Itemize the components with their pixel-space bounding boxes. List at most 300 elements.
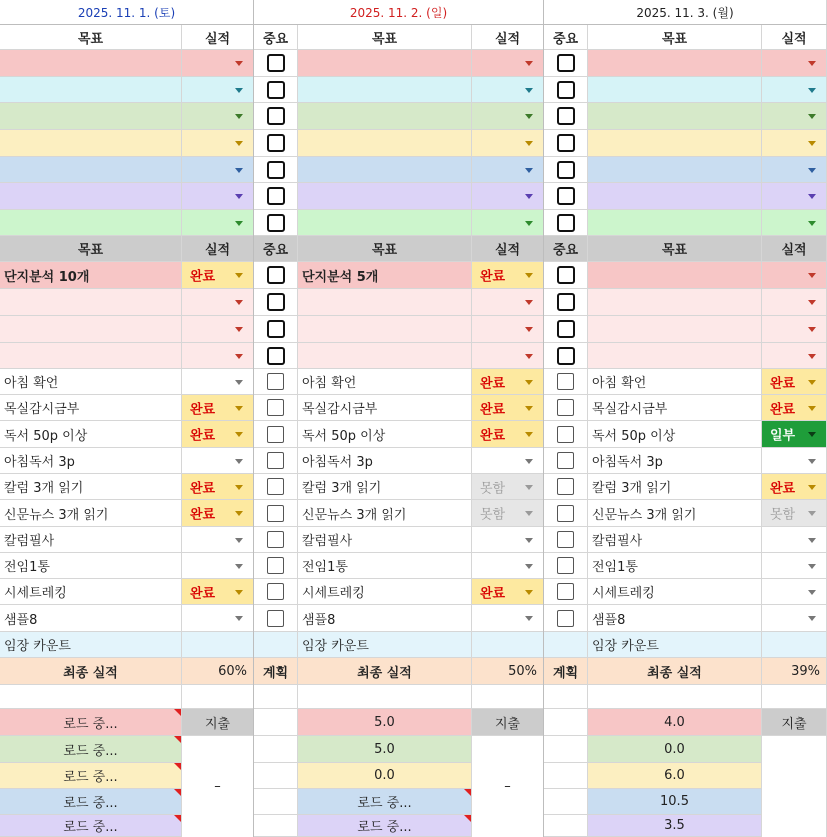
important-cell[interactable] [544, 157, 588, 183]
top-result-dropdown[interactable] [762, 77, 827, 103]
routine-goal-cell[interactable]: 시세트레킹 [0, 579, 182, 605]
dropdown-arrow-icon[interactable] [525, 141, 533, 146]
result-header: 실적 [472, 25, 544, 50]
checkbox[interactable] [267, 214, 285, 232]
important-cell[interactable] [254, 553, 298, 579]
top-goal-cell[interactable] [0, 183, 182, 210]
top-result-dropdown[interactable] [182, 77, 254, 103]
routine-result-dropdown[interactable] [472, 448, 544, 474]
checkbox[interactable] [557, 107, 575, 125]
checkbox[interactable] [267, 107, 285, 125]
routine-result-dropdown[interactable] [182, 474, 254, 500]
important-cell[interactable] [544, 50, 588, 77]
top-result-dropdown[interactable] [762, 183, 827, 210]
top-result-dropdown[interactable] [182, 157, 254, 183]
dropdown-arrow-icon[interactable] [808, 88, 816, 93]
top-goal-cell[interactable] [588, 77, 762, 103]
top-goal-cell[interactable] [298, 77, 472, 103]
routine-result-dropdown[interactable] [182, 553, 254, 579]
dropdown-arrow-icon[interactable] [808, 114, 816, 119]
dropdown-arrow-icon[interactable] [235, 327, 243, 332]
routine-result-dropdown[interactable] [762, 500, 827, 527]
checkbox[interactable] [557, 583, 574, 600]
checkbox[interactable] [557, 452, 574, 469]
dropdown-arrow-icon[interactable] [525, 168, 533, 173]
dropdown-arrow-icon[interactable] [235, 590, 243, 595]
important-cell[interactable] [254, 210, 298, 236]
status-label: 일부 [770, 428, 796, 444]
routine-result-dropdown[interactable] [182, 500, 254, 527]
routine-goal-cell[interactable]: 전임1통 [588, 553, 762, 579]
important-cell[interactable] [254, 316, 298, 343]
important-cell[interactable] [544, 183, 588, 210]
bottom-left-cell [544, 815, 588, 837]
bottom-value-cell: 6.0 [588, 763, 762, 789]
day-separator [543, 0, 544, 837]
mid-goal-cell[interactable]: 단지분석 10개 [0, 262, 182, 289]
checkbox[interactable] [557, 134, 575, 152]
important-cell[interactable] [544, 262, 588, 289]
dropdown-arrow-icon[interactable] [235, 459, 243, 464]
routine-goal-cell[interactable]: 아침독서 3p [588, 448, 762, 474]
expense-value: – [472, 736, 544, 837]
routine-goal-cell[interactable]: 샘플8 [0, 605, 182, 632]
top-result-dropdown[interactable] [472, 50, 544, 77]
routine-goal-cell[interactable]: 신문뉴스 3개 읽기 [0, 500, 182, 527]
routine-goal-cell[interactable]: 시세트레킹 [298, 579, 472, 605]
dropdown-arrow-icon[interactable] [235, 616, 243, 621]
mid-result-dropdown[interactable] [182, 316, 254, 343]
top-result-dropdown[interactable] [762, 210, 827, 236]
routine-result-dropdown[interactable] [472, 605, 544, 632]
dropdown-arrow-icon[interactable] [808, 590, 816, 595]
dropdown-arrow-icon[interactable] [235, 406, 243, 411]
important-cell[interactable] [544, 553, 588, 579]
dropdown-arrow-icon[interactable] [808, 511, 816, 516]
dropdown-arrow-icon[interactable] [525, 511, 533, 516]
checkbox[interactable] [557, 54, 575, 72]
dropdown-arrow-icon[interactable] [525, 616, 533, 621]
dropdown-arrow-icon[interactable] [525, 564, 533, 569]
routine-result-dropdown[interactable] [472, 395, 544, 421]
dropdown-arrow-icon[interactable] [808, 300, 816, 305]
dropdown-arrow-icon[interactable] [235, 88, 243, 93]
day-separator [253, 0, 254, 837]
top-result-dropdown[interactable] [762, 157, 827, 183]
mid-goal-cell[interactable] [0, 316, 182, 343]
mid-result-dropdown[interactable] [472, 262, 544, 289]
routine-goal-cell[interactable]: 칼럼필사 [0, 527, 182, 553]
top-goal-cell[interactable] [298, 183, 472, 210]
dropdown-arrow-icon[interactable] [808, 327, 816, 332]
routine-result-dropdown[interactable] [472, 421, 544, 448]
checkbox[interactable] [267, 505, 284, 522]
routine-goal-cell[interactable]: 전임1통 [0, 553, 182, 579]
result-header: 실적 [472, 236, 544, 262]
dropdown-arrow-icon[interactable] [808, 616, 816, 621]
dropdown-arrow-icon[interactable] [525, 273, 533, 278]
checkbox[interactable] [267, 187, 285, 205]
bottom-left-cell [254, 763, 298, 789]
mid-result-dropdown[interactable] [762, 316, 827, 343]
dropdown-arrow-icon[interactable] [525, 88, 533, 93]
dropdown-arrow-icon[interactable] [808, 485, 816, 490]
bottom-left-cell [254, 789, 298, 815]
status-label: 완료 [190, 269, 216, 285]
mid-result-dropdown[interactable] [762, 343, 827, 369]
routine-result-dropdown[interactable] [182, 369, 254, 395]
routine-result-dropdown[interactable] [762, 553, 827, 579]
top-result-dropdown[interactable] [762, 130, 827, 157]
dropdown-arrow-icon[interactable] [525, 327, 533, 332]
top-goal-cell[interactable] [298, 50, 472, 77]
bottom-value-cell: 로드 중... [0, 789, 182, 815]
routine-goal-cell[interactable]: 칼럼필사 [298, 527, 472, 553]
checkbox[interactable] [557, 81, 575, 99]
dropdown-arrow-icon[interactable] [525, 590, 533, 595]
checkbox[interactable] [267, 557, 284, 574]
important-cell[interactable] [254, 421, 298, 448]
routine-goal-cell[interactable]: 아침 확언 [0, 369, 182, 395]
checkbox[interactable] [557, 266, 575, 284]
routine-result-dropdown[interactable] [472, 369, 544, 395]
top-goal-cell[interactable] [0, 130, 182, 157]
routine-goal-cell[interactable]: 신문뉴스 3개 읽기 [298, 500, 472, 527]
important-cell[interactable] [254, 262, 298, 289]
routine-goal-cell[interactable]: 칼럼 3개 읽기 [298, 474, 472, 500]
checkbox[interactable] [267, 583, 284, 600]
checkbox[interactable] [557, 399, 574, 416]
top-result-dropdown[interactable] [182, 130, 254, 157]
important-header: 중요 [254, 25, 298, 50]
routine-result-dropdown[interactable] [472, 553, 544, 579]
dropdown-arrow-icon[interactable] [808, 459, 816, 464]
mid-goal-cell[interactable] [298, 343, 472, 369]
mid-result-dropdown[interactable] [472, 289, 544, 316]
comment-marker-icon [464, 815, 471, 822]
important-cell[interactable] [254, 527, 298, 553]
dropdown-arrow-icon[interactable] [235, 141, 243, 146]
dropdown-arrow-icon[interactable] [525, 459, 533, 464]
blank-cell [472, 685, 544, 709]
routine-result-dropdown[interactable] [182, 395, 254, 421]
dropdown-arrow-icon[interactable] [525, 432, 533, 437]
dropdown-arrow-icon[interactable] [235, 511, 243, 516]
checkbox[interactable] [557, 293, 575, 311]
blank-cell [298, 685, 472, 709]
checkbox[interactable] [267, 478, 284, 495]
checkbox[interactable] [557, 373, 574, 390]
bottom-left-cell [544, 789, 588, 815]
top-goal-cell[interactable] [588, 103, 762, 130]
important-cell[interactable] [254, 157, 298, 183]
routine-goal-cell[interactable]: 독서 50p 이상 [298, 421, 472, 448]
dropdown-arrow-icon[interactable] [235, 432, 243, 437]
important-cell[interactable] [544, 369, 588, 395]
routine-goal-cell[interactable]: 아침독서 3p [298, 448, 472, 474]
routine-goal-cell[interactable]: 샘플8 [298, 605, 472, 632]
dropdown-arrow-icon[interactable] [808, 354, 816, 359]
top-goal-cell[interactable] [588, 183, 762, 210]
routine-goal-cell[interactable]: 시세트레킹 [588, 579, 762, 605]
routine-result-dropdown[interactable] [762, 527, 827, 553]
routine-goal-cell[interactable]: 칼럼 3개 읽기 [0, 474, 182, 500]
top-result-dropdown[interactable] [182, 103, 254, 130]
important-cell[interactable] [254, 50, 298, 77]
dropdown-arrow-icon[interactable] [525, 354, 533, 359]
important-cell[interactable] [254, 579, 298, 605]
routine-result-dropdown[interactable] [182, 421, 254, 448]
checkbox[interactable] [557, 161, 575, 179]
routine-goal-cell[interactable]: 아침독서 3p [0, 448, 182, 474]
checkbox[interactable] [267, 54, 285, 72]
dropdown-arrow-icon[interactable] [525, 194, 533, 199]
dropdown-arrow-icon[interactable] [235, 61, 243, 66]
top-result-dropdown[interactable] [182, 50, 254, 77]
checkbox[interactable] [267, 81, 285, 99]
top-goal-cell[interactable] [0, 103, 182, 130]
routine-goal-cell[interactable]: 전임1통 [298, 553, 472, 579]
goal-header: 목표 [0, 25, 182, 50]
routine-result-dropdown[interactable] [762, 369, 827, 395]
top-result-dropdown[interactable] [472, 157, 544, 183]
important-cell[interactable] [544, 579, 588, 605]
important-cell[interactable] [544, 500, 588, 527]
important-cell[interactable] [254, 183, 298, 210]
top-goal-cell[interactable] [0, 210, 182, 236]
dropdown-arrow-icon[interactable] [808, 61, 816, 66]
mid-result-dropdown[interactable] [472, 316, 544, 343]
top-result-dropdown[interactable] [762, 50, 827, 77]
routine-result-dropdown[interactable] [762, 605, 827, 632]
top-goal-cell[interactable] [588, 50, 762, 77]
checkbox[interactable] [267, 452, 284, 469]
important-cell[interactable] [254, 605, 298, 632]
top-goal-cell[interactable] [298, 210, 472, 236]
routine-goal-cell[interactable]: 독서 50p 이상 [0, 421, 182, 448]
mid-result-dropdown[interactable] [182, 343, 254, 369]
dropdown-arrow-icon[interactable] [235, 564, 243, 569]
routine-result-dropdown[interactable] [182, 527, 254, 553]
checkbox[interactable] [557, 610, 574, 627]
dropdown-arrow-icon[interactable] [235, 354, 243, 359]
dropdown-arrow-icon[interactable] [235, 485, 243, 490]
important-cell[interactable] [254, 395, 298, 421]
important-cell[interactable] [544, 448, 588, 474]
routine-result-dropdown[interactable] [472, 579, 544, 605]
routine-result-dropdown[interactable] [762, 421, 827, 448]
dropdown-arrow-icon[interactable] [808, 221, 816, 226]
top-result-dropdown[interactable] [472, 103, 544, 130]
important-cell[interactable] [544, 130, 588, 157]
top-result-dropdown[interactable] [472, 130, 544, 157]
top-result-dropdown[interactable] [472, 77, 544, 103]
dropdown-arrow-icon[interactable] [525, 485, 533, 490]
status-label: 완료 [190, 481, 216, 496]
checkbox[interactable] [267, 426, 284, 443]
checkbox[interactable] [557, 187, 575, 205]
checkbox[interactable] [267, 320, 285, 338]
checkbox[interactable] [267, 293, 285, 311]
checkbox[interactable] [267, 347, 285, 365]
dropdown-arrow-icon[interactable] [808, 564, 816, 569]
mid-goal-cell[interactable] [298, 316, 472, 343]
important-cell[interactable] [544, 77, 588, 103]
top-goal-cell[interactable] [588, 210, 762, 236]
important-cell[interactable] [544, 605, 588, 632]
important-cell[interactable] [254, 343, 298, 369]
dropdown-arrow-icon[interactable] [235, 300, 243, 305]
dropdown-arrow-icon[interactable] [235, 273, 243, 278]
dropdown-arrow-icon[interactable] [235, 194, 243, 199]
mid-goal-cell[interactable] [588, 262, 762, 289]
routine-goal-cell[interactable]: 목실감시금부 [298, 395, 472, 421]
final-result-label: 최종 실적 [588, 658, 762, 685]
important-cell[interactable] [544, 103, 588, 130]
important-cell[interactable] [254, 369, 298, 395]
important-cell[interactable] [254, 448, 298, 474]
dropdown-arrow-icon[interactable] [808, 194, 816, 199]
checkbox[interactable] [267, 610, 284, 627]
important-cell[interactable] [544, 343, 588, 369]
dropdown-arrow-icon[interactable] [525, 221, 533, 226]
dropdown-arrow-icon[interactable] [525, 61, 533, 66]
important-cell[interactable] [544, 316, 588, 343]
checkbox[interactable] [557, 557, 574, 574]
checkbox[interactable] [267, 161, 285, 179]
mid-result-dropdown[interactable] [182, 289, 254, 316]
routine-result-dropdown[interactable] [472, 500, 544, 527]
dropdown-arrow-icon[interactable] [525, 300, 533, 305]
mid-result-dropdown[interactable] [762, 262, 827, 289]
routine-goal-cell[interactable]: 신문뉴스 3개 읽기 [588, 500, 762, 527]
routine-result-dropdown[interactable] [762, 579, 827, 605]
bottom-left-cell [254, 736, 298, 763]
checkbox[interactable] [557, 531, 574, 548]
checkbox[interactable] [557, 478, 574, 495]
mid-result-dropdown[interactable] [762, 289, 827, 316]
mid-goal-cell[interactable] [588, 289, 762, 316]
blank-cell [254, 685, 298, 709]
routine-result-dropdown[interactable] [472, 474, 544, 500]
important-header: 중요 [544, 25, 588, 50]
dropdown-arrow-icon[interactable] [235, 538, 243, 543]
dropdown-arrow-icon[interactable] [808, 406, 816, 411]
dropdown-arrow-icon[interactable] [525, 114, 533, 119]
top-goal-cell[interactable] [588, 130, 762, 157]
final-result-value: 50% [472, 658, 544, 685]
mid-goal-cell[interactable] [588, 316, 762, 343]
important-cell[interactable] [544, 289, 588, 316]
top-result-dropdown[interactable] [472, 210, 544, 236]
top-result-dropdown[interactable] [182, 210, 254, 236]
mid-goal-cell[interactable]: 단지분석 5개 [298, 262, 472, 289]
important-cell[interactable] [544, 395, 588, 421]
routine-result-dropdown[interactable] [182, 605, 254, 632]
dropdown-arrow-icon[interactable] [808, 141, 816, 146]
dropdown-arrow-icon[interactable] [235, 114, 243, 119]
mid-goal-cell[interactable] [588, 343, 762, 369]
important-cell[interactable] [254, 77, 298, 103]
routine-goal-cell[interactable]: 칼럼 3개 읽기 [588, 474, 762, 500]
top-result-dropdown[interactable] [182, 183, 254, 210]
routine-result-dropdown[interactable] [762, 448, 827, 474]
top-goal-cell[interactable] [298, 103, 472, 130]
mid-goal-cell[interactable] [0, 343, 182, 369]
mid-goal-cell[interactable] [0, 289, 182, 316]
routine-goal-cell[interactable]: 칼럼필사 [588, 527, 762, 553]
top-result-dropdown[interactable] [472, 183, 544, 210]
dropdown-arrow-icon[interactable] [235, 380, 243, 385]
dropdown-arrow-icon[interactable] [808, 432, 816, 437]
dropdown-arrow-icon[interactable] [808, 380, 816, 385]
checkbox[interactable] [267, 531, 284, 548]
dropdown-arrow-icon[interactable] [525, 538, 533, 543]
routine-result-dropdown[interactable] [472, 527, 544, 553]
routine-goal-cell[interactable]: 아침 확언 [588, 369, 762, 395]
important-cell[interactable] [254, 130, 298, 157]
routine-result-dropdown[interactable] [762, 474, 827, 500]
checkbox[interactable] [267, 266, 285, 284]
important-cell[interactable] [544, 474, 588, 500]
dropdown-arrow-icon[interactable] [235, 168, 243, 173]
checkbox[interactable] [557, 505, 574, 522]
top-goal-cell[interactable] [0, 50, 182, 77]
routine-goal-cell[interactable]: 독서 50p 이상 [588, 421, 762, 448]
important-cell[interactable] [254, 474, 298, 500]
top-goal-cell[interactable] [0, 157, 182, 183]
routine-goal-cell[interactable]: 목실감시금부 [0, 395, 182, 421]
routine-result-dropdown[interactable] [762, 395, 827, 421]
bottom-value-cell: 로드 중... [298, 789, 472, 815]
mid-goal-cell[interactable] [298, 289, 472, 316]
dropdown-arrow-icon[interactable] [808, 538, 816, 543]
status-label: 완료 [190, 507, 216, 523]
comment-marker-icon [174, 736, 181, 743]
top-result-dropdown[interactable] [762, 103, 827, 130]
checkbox[interactable] [557, 214, 575, 232]
dropdown-arrow-icon[interactable] [235, 221, 243, 226]
dropdown-arrow-icon[interactable] [525, 380, 533, 385]
checkbox[interactable] [557, 426, 574, 443]
routine-result-dropdown[interactable] [182, 579, 254, 605]
mid-result-dropdown[interactable] [472, 343, 544, 369]
top-goal-cell[interactable] [588, 157, 762, 183]
important-cell[interactable] [254, 500, 298, 527]
important-cell[interactable] [254, 103, 298, 130]
checkbox[interactable] [267, 134, 285, 152]
mid-result-dropdown[interactable] [182, 262, 254, 289]
routine-goal-cell[interactable]: 아침 확언 [298, 369, 472, 395]
dropdown-arrow-icon[interactable] [525, 406, 533, 411]
important-cell[interactable] [544, 527, 588, 553]
top-goal-cell[interactable] [298, 157, 472, 183]
important-cell[interactable] [544, 210, 588, 236]
checkbox[interactable] [557, 320, 575, 338]
routine-goal-cell[interactable]: 샘플8 [588, 605, 762, 632]
checkbox[interactable] [557, 347, 575, 365]
routine-result-dropdown[interactable] [182, 448, 254, 474]
checkbox[interactable] [267, 373, 284, 390]
dropdown-arrow-icon[interactable] [808, 273, 816, 278]
important-cell[interactable] [254, 289, 298, 316]
important-cell[interactable] [544, 421, 588, 448]
dropdown-arrow-icon[interactable] [808, 168, 816, 173]
checkbox[interactable] [267, 399, 284, 416]
top-goal-cell[interactable] [298, 130, 472, 157]
routine-goal-cell[interactable]: 목실감시금부 [588, 395, 762, 421]
top-goal-cell[interactable] [0, 77, 182, 103]
